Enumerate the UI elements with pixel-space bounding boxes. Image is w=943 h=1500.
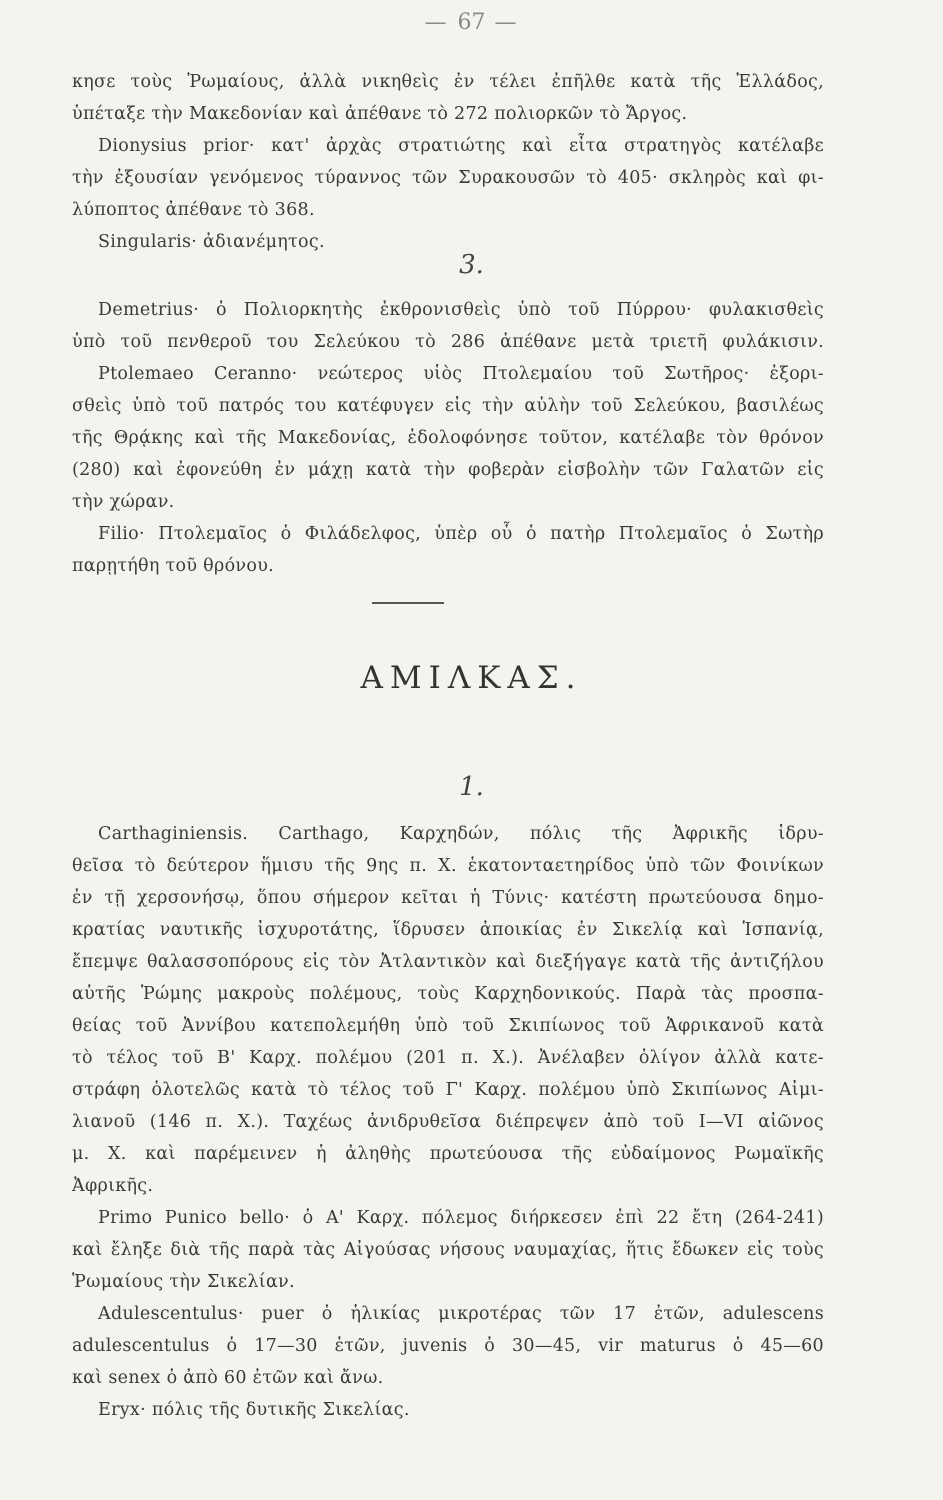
text-line: κρατίας ναυτικῆς ἰσχυροτάτης, ἵδρυσεν ἀποικίας ἐν Σικελίᾳ καὶ Ἱσπανίᾳ, (72, 920, 824, 940)
text-line: Ἀφρικῆς. (72, 1176, 154, 1196)
text-line: καὶ senex ὁ ἀπὸ 60 ἐτῶν καὶ ἄνω. (72, 1368, 384, 1388)
text-line: Eryx· πόλις τῆς δυτικῆς Σικελίας. (98, 1400, 410, 1420)
text-line: τῆς Θρᾴκης καὶ τῆς Μακεδονίας, ἐδολοφόνησε τοῦτον, κατέλαβε τὸν θρόνον (72, 428, 824, 448)
text-line: Filio· Πτολεμαῖος ὁ Φιλάδελφος, ὑπὲρ οὗ ὁ πατὴρ Πτολεμαῖος ὁ Σωτὴρ (98, 524, 824, 544)
text-line: αὐτῆς Ῥώμης μακροὺς πολέμους, τοὺς Καρχηδονικούς. Παρὰ τὰς προσπα- (72, 984, 824, 1004)
text-line: παρῃτήθη τοῦ θρόνου. (72, 556, 274, 576)
notes-section-1 (72, 818, 824, 1426)
section-number-3: 3. (459, 250, 484, 280)
text-line: adulescentulus ὁ 17—30 ἐτῶν, juvenis ὁ 30—45, vir maturus ὁ 45—60 (72, 1336, 824, 1356)
text-line: σθεὶς ὑπὸ τοῦ πατρός του κατέφυγεν εἰς τὴν αὐλὴν τοῦ Σελεύκου, βασιλέως (72, 396, 824, 416)
notes-section-3 (72, 294, 824, 582)
text-line: τὴν χώραν. (72, 492, 175, 512)
text-line: Primo Punico bello· ὁ Α' Καρχ. πόλεμος διήρκεσεν ἐπὶ 22 ἔτη (264-241) (98, 1208, 824, 1228)
text-line: μ. Χ. καὶ παρέμεινεν ἡ ἀληθὴς πρωτεύουσα τῆς εὐδαίμονος Ρωμαϊκῆς (72, 1144, 824, 1164)
text-line: Adulescentulus· puer ὁ ἡλικίας μικροτέρας τῶν 17 ἐτῶν, adulescens (98, 1304, 824, 1324)
chapter-heading: ΑΜΙΛΚΑΣ. (360, 660, 583, 696)
page-number-dash-left: — (424, 10, 458, 35)
text-line: τὴν ἐξουσίαν γενόμενος τύραννος τῶν Συρακουσῶν τὸ 405· σκληρὸς καὶ φι- (72, 168, 824, 188)
text-line: Carthaginiensis. Carthago, Καρχηδών, πόλις τῆς Ἀφρικῆς ἱδρυ- (98, 824, 824, 844)
text-line: καὶ ἔληξε διὰ τῆς παρὰ τὰς Αἰγούσας νήσους ναυμαχίας, ἥτις ἔδωκεν εἰς τοὺς (72, 1240, 824, 1260)
text-line: λιανοῦ (146 π. Χ.). Ταχέως ἀνιδρυθεῖσα διέπρεψεν ἀπὸ τοῦ I—VI αἰῶνος (72, 1112, 824, 1132)
page-number-dash-right: — (485, 10, 519, 35)
page-number (0, 10, 943, 35)
text-line: Ptolemaeo Ceranno· νεώτερος υἱὸς Πτολεμαίου τοῦ Σωτῆρος· ἐξορι- (98, 364, 824, 384)
text-line: ὑπὸ τοῦ πενθεροῦ του Σελεύκου τὸ 286 ἀπέθανε μετὰ τριετῆ φυλάκισιν. (72, 332, 824, 352)
text-line: στράφη ὁλοτελῶς κατὰ τὸ τέλος τοῦ Γ' Καρχ. πολέμου ὑπὸ Σκιπίωνος Αἰμι- (72, 1080, 824, 1100)
text-line: κησε τοὺς Ῥωμαίους, ἀλλὰ νικηθεὶς ἐν τέλει ἐπῆλθε κατὰ τῆς Ἑλλάδος, (72, 72, 824, 92)
section-divider (372, 602, 444, 604)
page-number-value: 67 (457, 10, 486, 35)
text-line: θεῖσα τὸ δεύτερον ἥμισυ τῆς 9ης π. Χ. ἑκατονταετηρίδος ὑπὸ τῶν Φοινίκων (72, 856, 824, 876)
text-line: ἔπεμψε θαλασσοπόρους εἰς τὸν Ἀτλαντικὸν καὶ διεξήγαγε κατὰ τῆς ἀντιζήλου (72, 952, 824, 972)
text-line: Ῥωμαίους τὴν Σικελίαν. (72, 1272, 295, 1292)
text-line: ἐν τῇ χερσονήσῳ, ὅπου σήμερον κεῖται ἡ Τύνις· κατέστη πρωτεύουσα δημο- (72, 888, 824, 908)
text-line: Singularis· ἀδιανέμητος. (98, 232, 325, 252)
section-number-1: 1. (459, 772, 484, 802)
notes-continuation (72, 66, 824, 258)
text-line: τὸ τέλος τοῦ Β' Καρχ. πολέμου (201 π. Χ.). Ἀνέλαβεν ὀλίγον ἀλλὰ κατε- (72, 1048, 824, 1068)
text-line: Dionysius prior· κατ' ἀρχὰς στρατιώτης καὶ εἶτα στρατηγὸς κατέλαβε (98, 136, 824, 156)
text-line: λύποπτος ἀπέθανε τὸ 368. (72, 200, 315, 220)
text-line: θείας τοῦ Ἀννίβου κατεπολεμήθη ὑπὸ τοῦ Σκιπίωνος τοῦ Ἀφρικανοῦ κατὰ (72, 1016, 824, 1036)
text-line: ὑπέταξε τὴν Μακεδονίαν καὶ ἀπέθανε τὸ 272 πολιορκῶν τὸ Ἄργος. (72, 104, 688, 124)
text-line: Demetrius· ὁ Πολιορκητὴς ἐκθρονισθεὶς ὑπὸ τοῦ Πύρρου· φυλακισθεὶς (98, 300, 824, 320)
text-line: (280) καὶ ἐφονεύθη ἐν μάχῃ κατὰ τὴν φοβερὰν εἰσβολὴν τῶν Γαλατῶν εἰς (72, 460, 824, 480)
